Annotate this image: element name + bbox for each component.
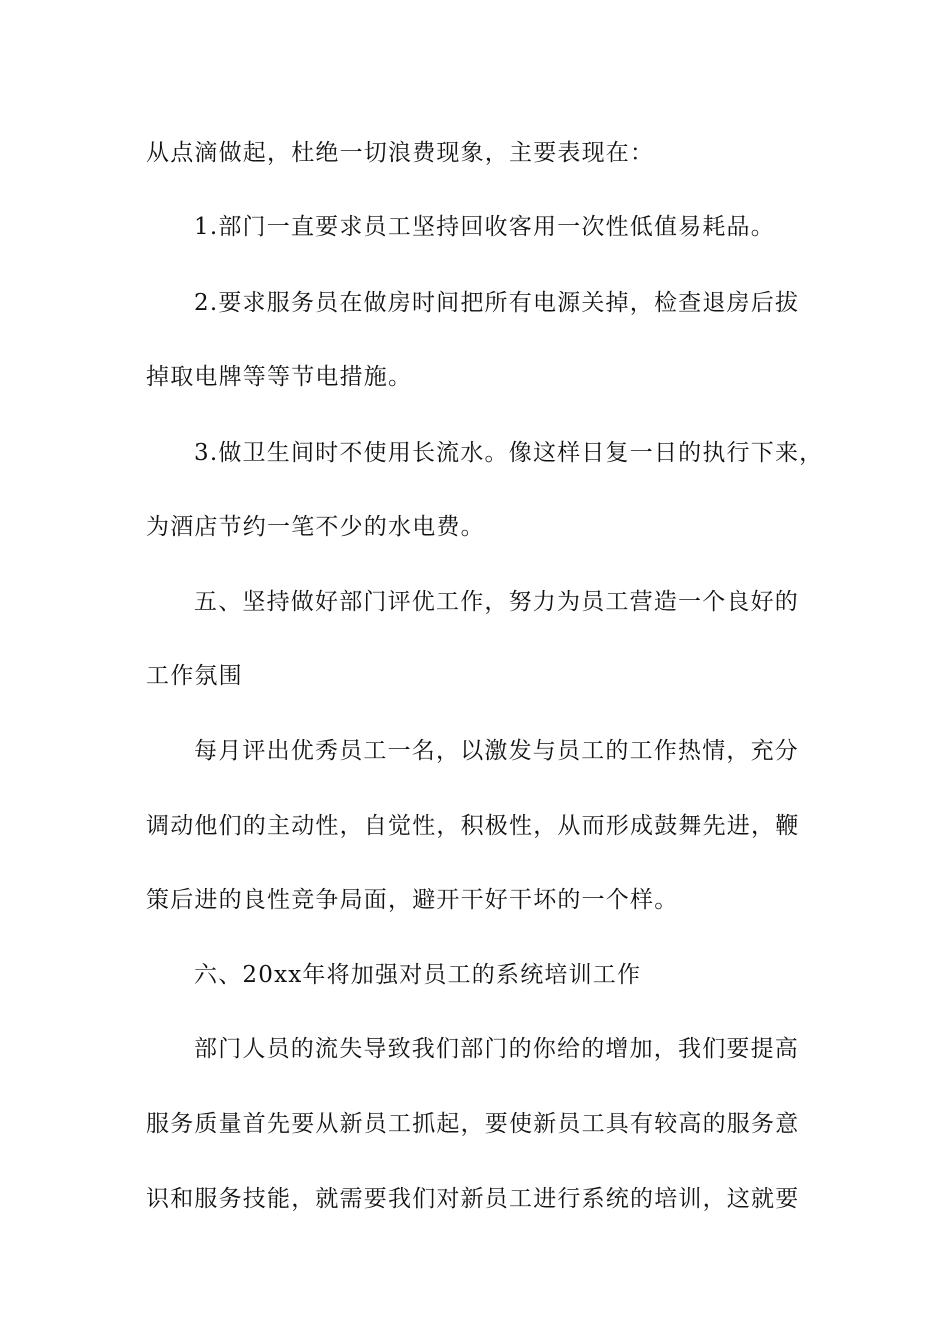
- list-item-3: 3.做卫生间时不使用长流水。像这样日复一日的执行下来，: [194, 440, 824, 466]
- paragraph-line: 策后进的良性竞争局面，避开干好干坏的一个样。: [146, 887, 679, 913]
- paragraph-line: 每月评出优秀员工一名，以激发与员工的工作热情，充分: [194, 738, 799, 764]
- list-item-2: 2.要求服务员在做房时间把所有电源关掉，检查退房后拔: [194, 290, 800, 316]
- list-item-2-continued: 掉取电牌等等节电措施。: [146, 364, 413, 390]
- paragraph-line: 识和服务技能，就需要我们对新员工进行系统的培训，这就要: [146, 1186, 800, 1212]
- paragraph-line: 服务质量首先要从新员工抓起，要使新员工具有较高的服务意: [146, 1111, 800, 1137]
- list-item-1: 1.部门一直要求员工坚持回收客用一次性低值易耗品。: [194, 214, 775, 240]
- section-heading-five-continued: 工作氛围: [146, 663, 243, 689]
- body-text-line: 从点滴做起，杜绝一切浪费现象，主要表现在：: [146, 140, 655, 166]
- paragraph-line: 部门人员的流失导致我们部门的你给的增加，我们要提高: [194, 1036, 799, 1062]
- list-item-3-continued: 为酒店节约一笔不少的水电费。: [146, 514, 485, 540]
- paragraph-line: 调动他们的主动性，自觉性，积极性，从而形成鼓舞先进，鞭: [146, 813, 800, 839]
- section-heading-six: 六、20xx年将加强对员工的系统培训工作: [194, 962, 642, 988]
- section-heading-five: 五、坚持做好部门评优工作，努力为员工营造一个良好的: [194, 589, 799, 615]
